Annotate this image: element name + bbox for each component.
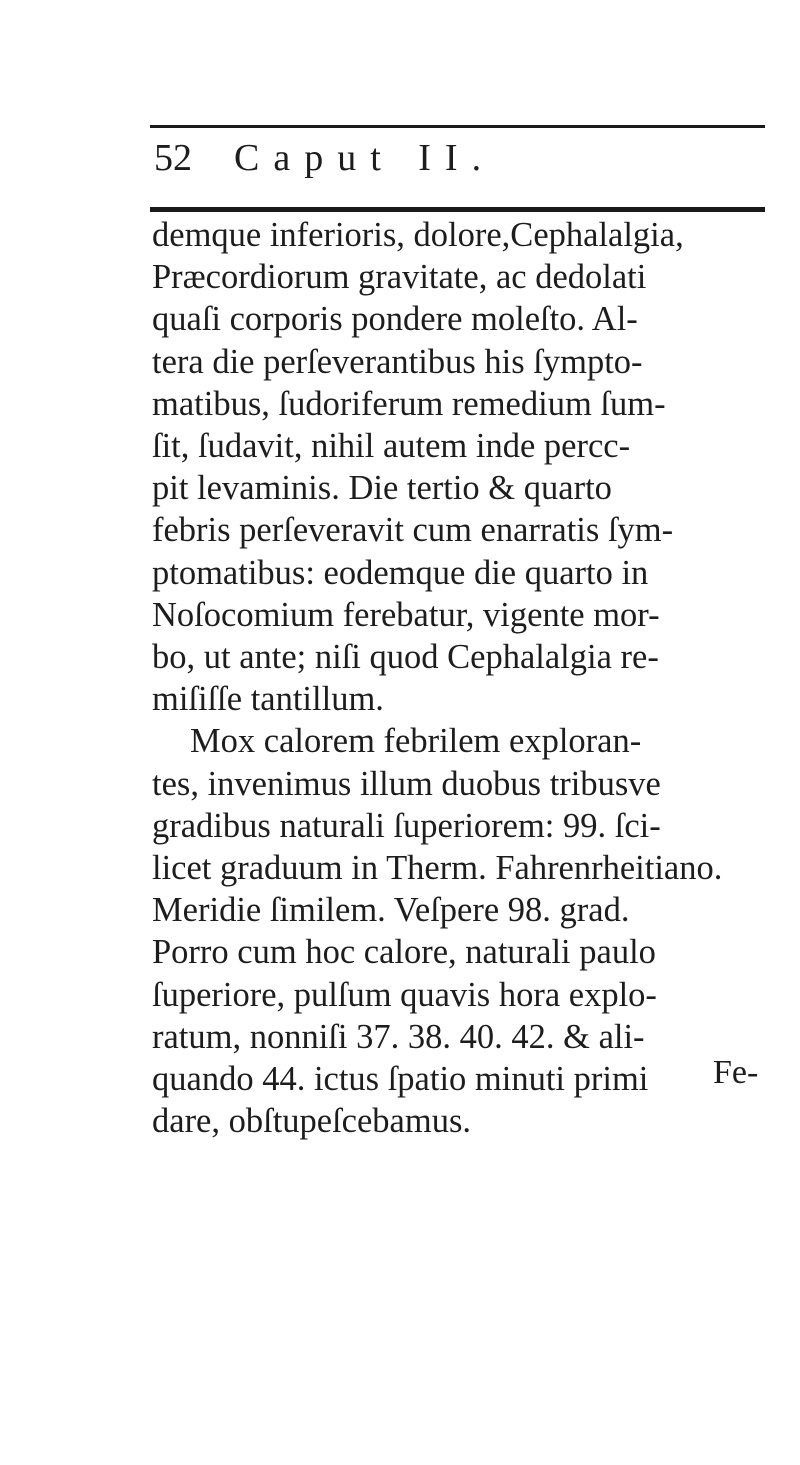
text-line: quaſi corporis pondere moleſto. Al- xyxy=(152,300,638,339)
text-line: Meridie ſimilem. Veſpere 98. grad. xyxy=(152,891,630,930)
text-line: ſit, ſudavit, nihil autem inde percc- xyxy=(152,427,631,466)
running-head: Caput II. xyxy=(234,137,496,179)
text-line: febris perſeveravit cum enarratis ſym- xyxy=(152,511,674,550)
header-rule xyxy=(150,207,765,212)
text-line: bo, ut ante; niſi quod Cephalalgia re- xyxy=(152,638,659,677)
body-text xyxy=(152,214,772,1142)
text-line: ptomatibus: eodemque die quarto in xyxy=(152,553,649,592)
page-number: 52 xyxy=(154,137,192,179)
text-line: miſiſſe tantillum. xyxy=(152,680,384,719)
text-line: Præcordiorum gravitate, ac dedolati xyxy=(152,258,647,297)
text-line: tera die perſeverantibus his ſympto- xyxy=(152,342,643,381)
text-line: gradibus naturali ſuperiorem: 99. ſci- xyxy=(152,806,661,845)
text-line: ſuperiore, pulſum quavis hora explo- xyxy=(152,975,657,1014)
text-line: matibus, ſudoriferum remedium ſum- xyxy=(152,384,666,423)
text-line: quando 44. ictus ſpatio minuti primi xyxy=(152,1060,649,1099)
text-line: Noſocomium ferebatur, vigente mor- xyxy=(152,595,660,634)
text-line: licet graduum in Therm. Fahrenrheitiano. xyxy=(152,849,723,888)
catchword: Fe- xyxy=(713,1054,759,1091)
text-line: pit levaminis. Die tertio & quarto xyxy=(152,469,612,508)
text-line: tes, invenimus illum duobus tribusve xyxy=(152,764,661,803)
page-header xyxy=(154,136,754,196)
text-line: Mox calorem febrilem exploran- xyxy=(190,722,642,761)
text-line: dare, obſtupeſcebamus. xyxy=(152,1102,472,1141)
top-rule xyxy=(150,125,765,128)
text-line: Porro cum hoc calore, naturali paulo xyxy=(152,933,656,972)
text-line: demque inferioris, dolore,Cephalalgia, xyxy=(152,216,684,254)
text-line: ratum, nonniſi 37. 38. 40. 42. & ali- xyxy=(152,1017,645,1056)
